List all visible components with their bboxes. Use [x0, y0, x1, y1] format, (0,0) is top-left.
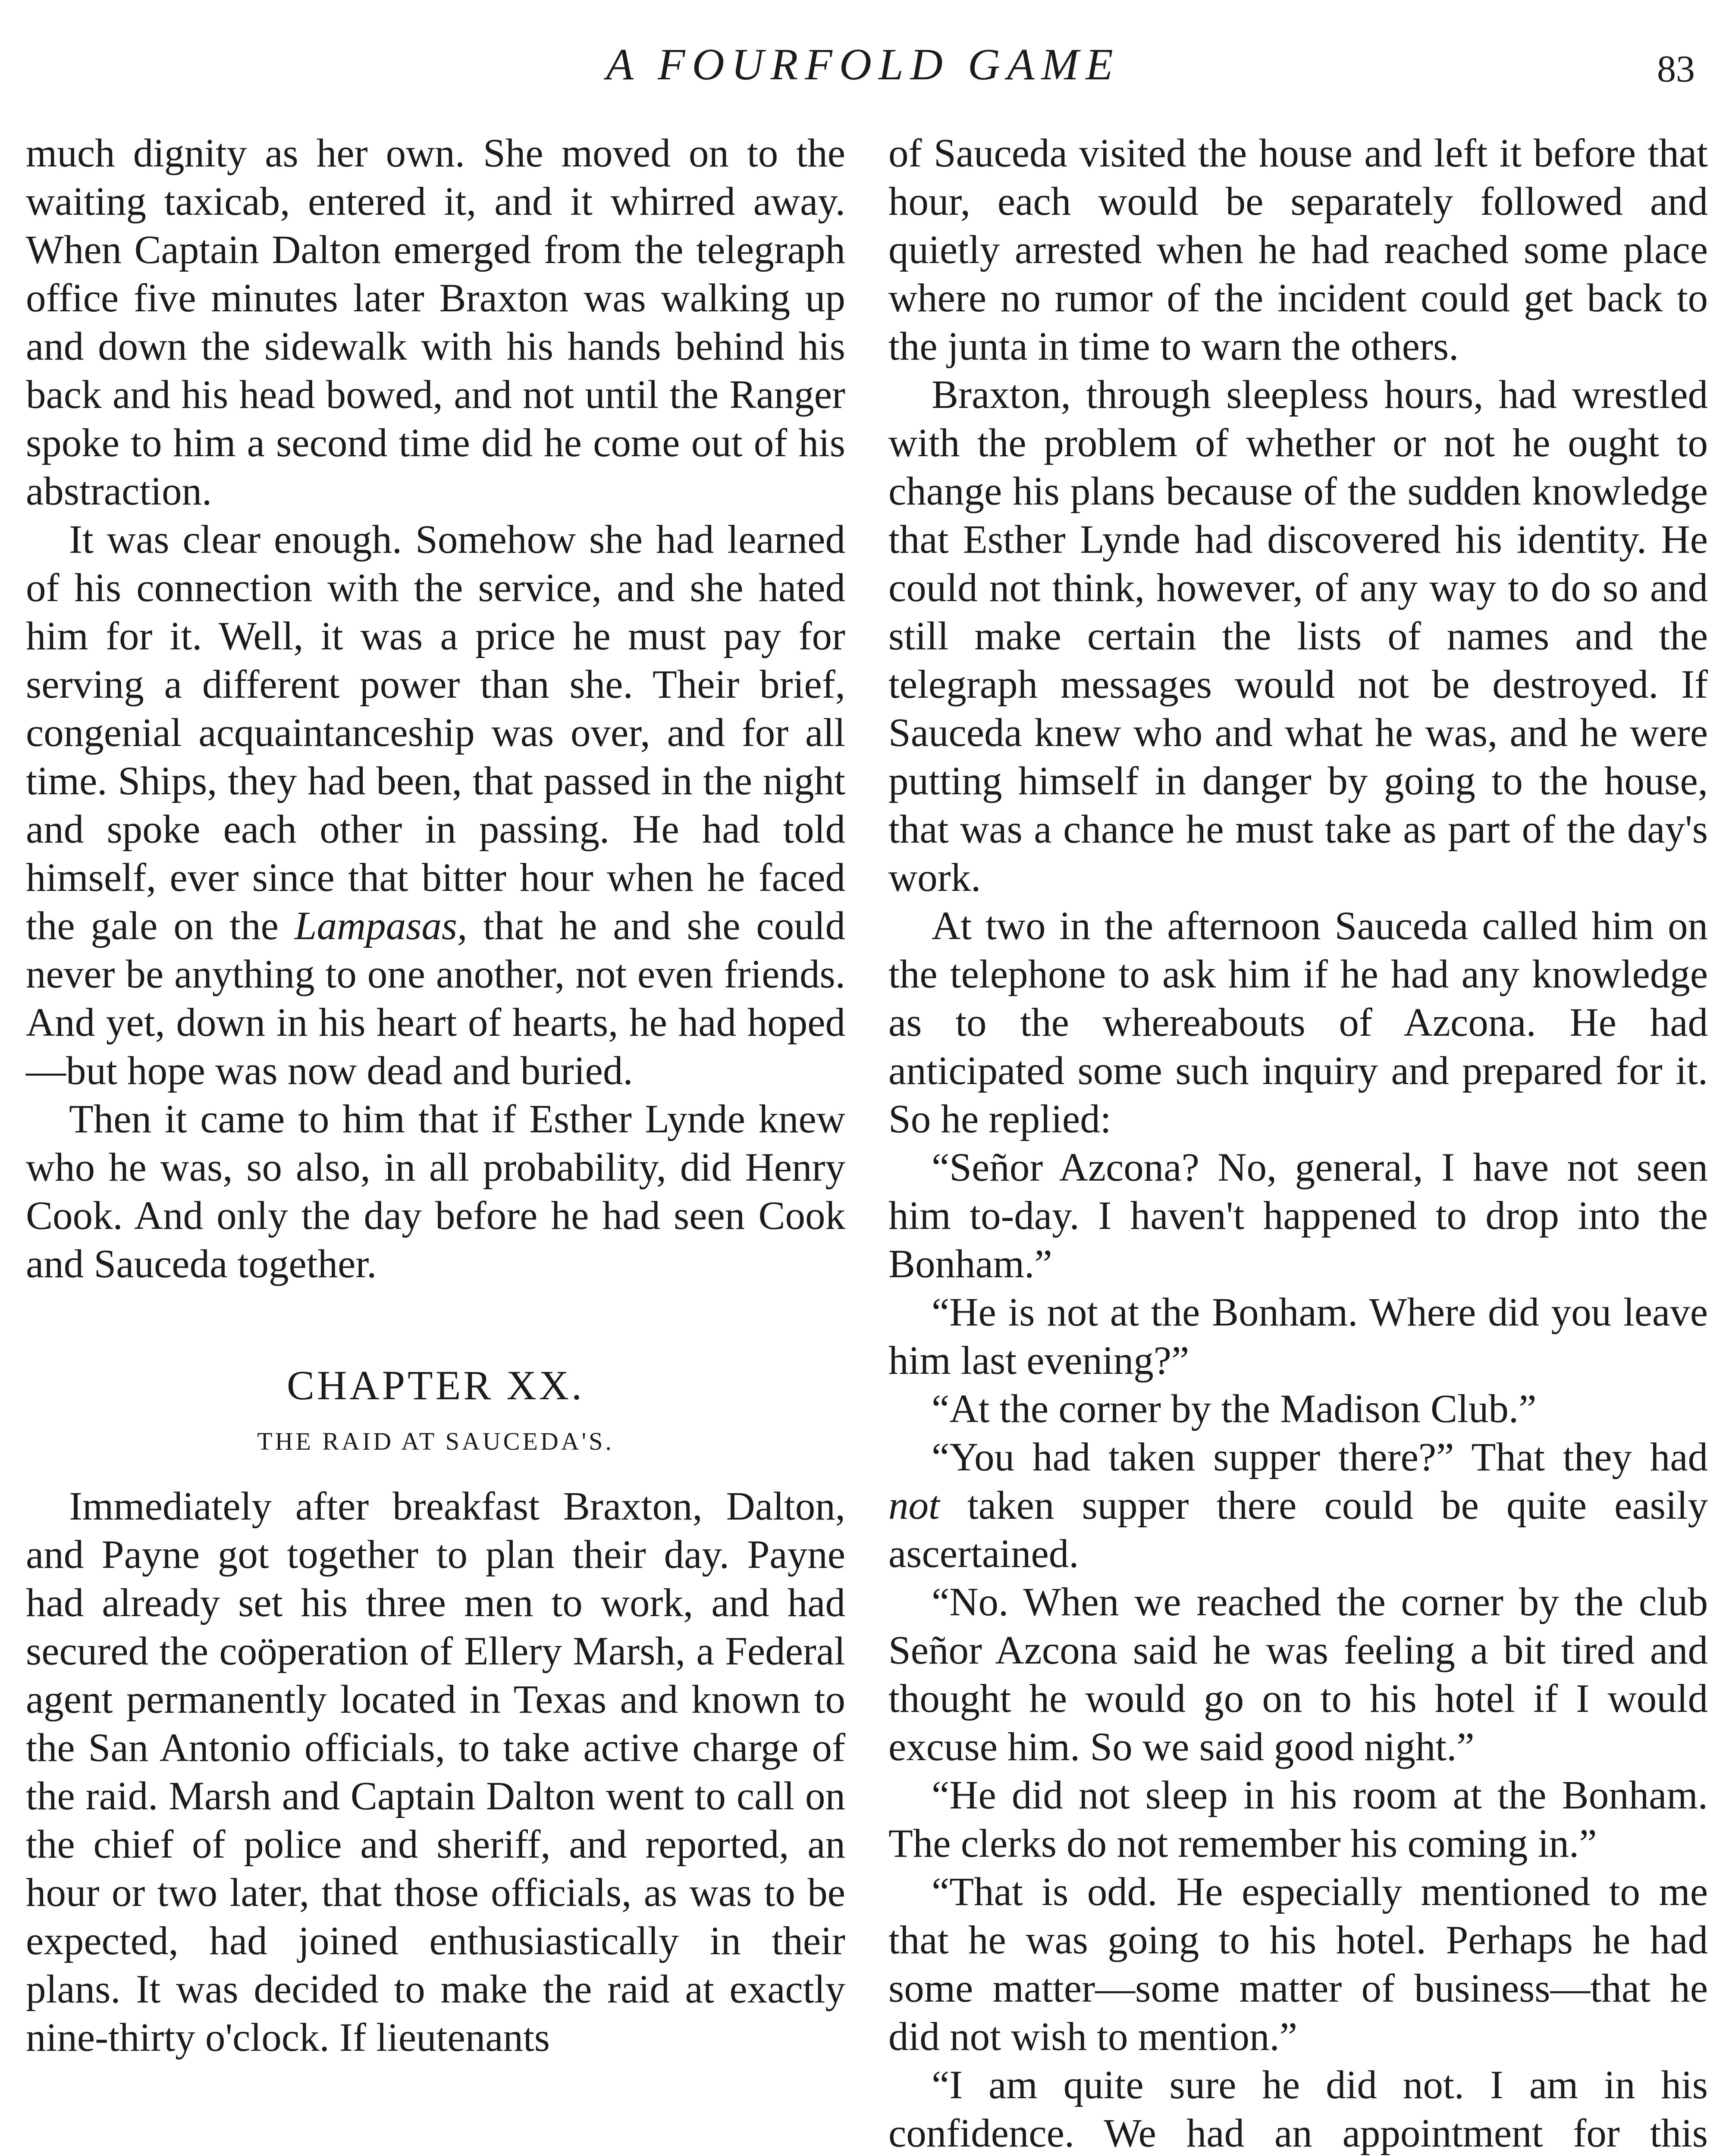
- chapter-title: CHAPTER XX.: [286, 1362, 585, 1408]
- dialogue-paragraph: [888, 1433, 1708, 1578]
- running-title: A FOURFOLD GAME: [606, 40, 1120, 89]
- dialogue-paragraph: “He is not at the Bonham. Where did you leave him last evening?”: [888, 1290, 1708, 1383]
- dialogue-paragraph: “No. When we reached the corner by the club Señor Azcona said he was feeling a bit tired and thought he would go on to his hotel if I would excuse him. So we said good night.”: [888, 1580, 1708, 1769]
- paragraph-text: that he and she could never be anything to one another, not even friends. And yet, down in his heart of hearts, he had hoped—but hope was now dead and buried.: [26, 904, 845, 1093]
- ship-name: Lampasas,: [294, 904, 468, 948]
- right-column: [888, 129, 1708, 2156]
- chapter-subtitle: THE RAID AT SAUCEDA'S.: [257, 1427, 614, 1455]
- paragraph: [26, 516, 845, 1095]
- dialogue-paragraph: “He did not sleep in his room at the Bonham. The clerks do not remember his coming in.”: [888, 1773, 1708, 1866]
- paragraph: of Sauceda visited the house and left it before that hour, each would be separately followed and quietly arrested when he had reached some place where no rumor of the incident could get back to the junta in time to warn the others.: [888, 131, 1708, 369]
- dialogue-paragraph: “At the corner by the Madison Club.”: [932, 1387, 1537, 1431]
- dialogue-paragraph: “I am quite sure he did not. I am in his confidence. We had an appointment for this: [888, 2063, 1708, 2156]
- page-number: 83: [1657, 48, 1695, 90]
- paragraph-text: It was clear enough. Somehow she had learned of his connection with the service, and she hated him for it. Well, it was a price he must pay for serving a different power than she. Their brief, congenial acquaintanceship was over, and for all time. Ships, they had been, that passed in the night and spoke each other in passing. He had told himself, ever since that bitter hour when he faced the gale on the: [26, 517, 845, 948]
- page-header: [0, 30, 1726, 108]
- paragraph: Braxton, through sleepless hours, had wrestled with the problem of whether or not he ought to change his plans because of the sudden knowledge that Esther Lynde had discovered his identity. He could not think, however, of any way to do so and still make certain the lists of names and the telegraph messages would not be destroyed. If Sauceda knew who and what he was, and he were putting himself in danger by going to the house, that was a chance he must take as part of the day's work.: [888, 373, 1708, 900]
- left-column: [26, 129, 845, 2062]
- paragraph: At two in the afternoon Sauceda called him on the telephone to ask him if he had any knowledge as to the whereabouts of Azcona. He had anticipated some such inquiry and prepared for it. So he replied:: [888, 904, 1708, 1141]
- paragraph: much dignity as her own. She moved on to the waiting taxicab, entered it, and it whirred away. When Captain Dalton emerged from the telegraph office five minutes later Braxton was walking up and down the sidewalk with his hands behind his back and his head bowed, and not until the Ranger spoke to him a second time did he come out of his abstraction.: [26, 131, 845, 514]
- emphasis-text: not: [888, 1483, 940, 1528]
- dialogue-paragraph: “That is odd. He especially mentioned to me that he was going to his hotel. Perhaps he had some matter—some matter of business—that he did not wish to mention.”: [888, 1870, 1708, 2059]
- paragraph: Then it came to him that if Esther Lynde knew who he was, so also, in all probability, did Henry Cook. And only the day before he had seen Cook and Sauceda together.: [26, 1097, 845, 1286]
- dialogue-paragraph: “Señor Azcona? No, general, I have not seen him to-day. I haven't happened to drop into the Bonham.”: [888, 1145, 1708, 1286]
- paragraph-text: taken supper there could be quite easily ascertained.: [888, 1483, 1708, 1576]
- paragraph: Immediately after breakfast Braxton, Dalton, and Payne got together to plan their day. Payne had already set his three men to work, and had secured the coöperation of Ellery Marsh, a Federal agent permanently located in Texas and known to the San Antonio officials, to take active charge of the raid. Marsh and Captain Dalton went to call on the chief of police and sheriff, and reported, an hour or two later, that those officials, as was to be expected, had joined enthusiastically in their plans. It was decided to make the raid at exactly nine-thirty o'clock. If lieutenants: [26, 1484, 845, 2060]
- paragraph-text: “You had taken supper there?” That they had: [932, 1435, 1708, 1479]
